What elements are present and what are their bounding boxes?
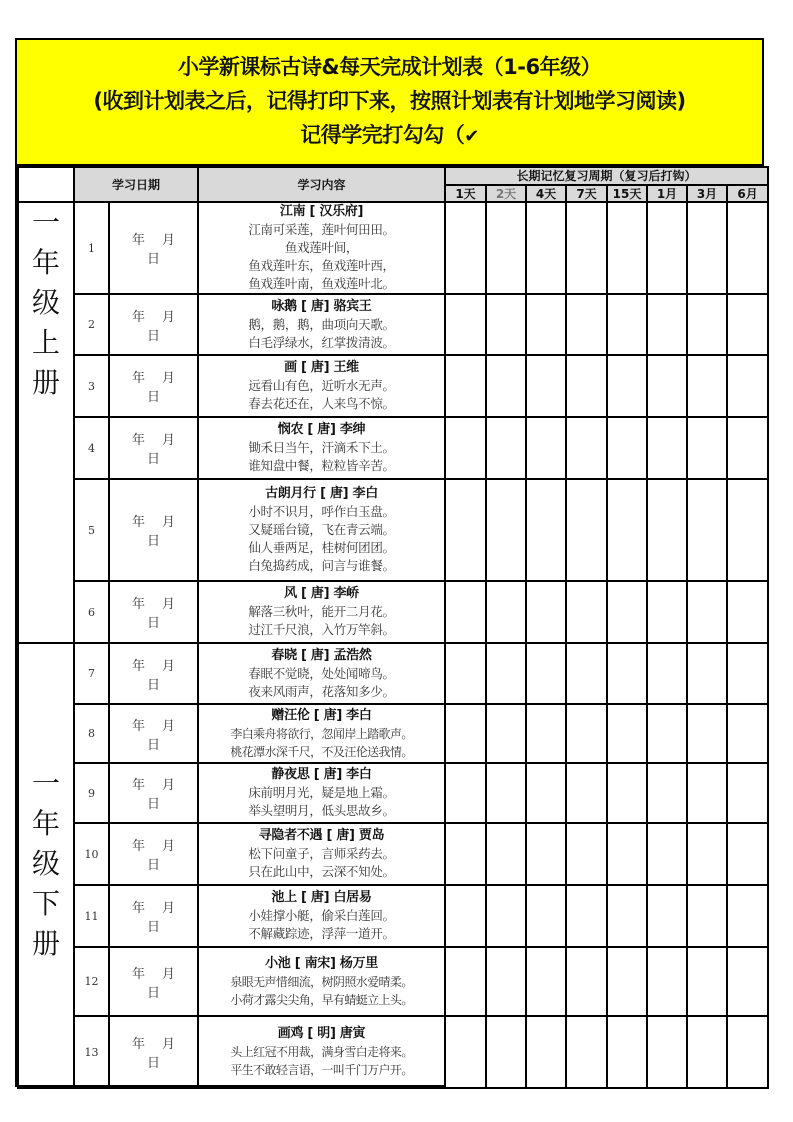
review-checkbox[interactable] [526, 294, 566, 355]
poem-line: 鱼戏莲叶间， [284, 240, 359, 255]
row-number: 9 [74, 763, 109, 823]
review-checkbox[interactable] [445, 885, 486, 947]
date-year-label: 年 [131, 597, 145, 612]
grade-label-char: 册 [31, 366, 60, 399]
date-year-label: 年 [131, 901, 145, 916]
review-checkbox[interactable] [566, 823, 607, 885]
review-checkbox[interactable] [647, 202, 687, 294]
date-day-label: 日 [146, 452, 160, 467]
date-year-label: 年 [131, 433, 145, 448]
review-checkbox[interactable] [727, 417, 768, 479]
poem-content [198, 202, 445, 294]
review-month-1: 1月 [647, 185, 687, 202]
poem-content [198, 823, 445, 885]
date-day-label: 日 [146, 252, 160, 267]
row-number: 3 [74, 355, 109, 417]
review-checkbox[interactable] [727, 823, 768, 885]
review-day-1: 1天 [445, 185, 486, 202]
grade-label-char: 下 [31, 887, 60, 920]
poem-title: 静夜思 [ 唐] 李白 [271, 767, 372, 782]
poem-line: 锄禾日当午，汗滴禾下土。 [248, 440, 395, 455]
study-date-field[interactable] [109, 294, 198, 355]
poem-content [198, 581, 445, 643]
review-checkbox[interactable] [647, 823, 687, 885]
study-date-field[interactable] [109, 581, 198, 643]
study-plan-sheet [15, 38, 764, 1087]
row-number: 2 [74, 294, 109, 355]
print-instruction: (收到计划表之后，记得打印下来，按照计划表有计划地学习阅读) [93, 89, 686, 113]
grade-label-grade1-vol1 [18, 202, 74, 643]
table-row [18, 417, 768, 479]
date-month-label: 月 [161, 718, 175, 734]
date-year-label: 年 [131, 839, 145, 854]
review-checkbox[interactable] [445, 294, 486, 355]
table-row [18, 947, 768, 1016]
study-date-field[interactable] [109, 885, 198, 947]
review-checkbox[interactable] [526, 479, 566, 581]
review-checkbox[interactable] [647, 581, 687, 643]
review-checkbox[interactable] [566, 581, 607, 643]
review-cycle-header: 长期记忆复习周期（复习后打钩） [445, 167, 768, 185]
table-row [18, 823, 768, 885]
date-year-label: 年 [131, 1037, 145, 1052]
poem-line: 鹅，鹅，鹅，曲项向天歌。 [248, 316, 395, 332]
row-number: 4 [74, 417, 109, 479]
poem-line: 江南可采莲，莲叶何田田。 [248, 222, 395, 237]
date-month-label: 月 [161, 233, 175, 248]
poem-content [198, 355, 445, 417]
poem-content [198, 704, 445, 763]
grade-label-grade1-vol2 [18, 643, 74, 1088]
poem-line: 解落三秋叶，能开二月花。 [248, 604, 395, 619]
review-day-15: 15天 [607, 185, 647, 202]
review-checkbox[interactable] [445, 1016, 486, 1088]
date-month-label: 月 [161, 309, 175, 325]
review-checkbox[interactable] [647, 294, 687, 355]
review-checkbox[interactable] [526, 763, 566, 823]
poem-content [198, 947, 445, 1016]
review-checkbox[interactable] [445, 643, 486, 704]
review-checkbox[interactable] [566, 417, 607, 479]
poem-line: 又疑瑶台镜，飞在青云端。 [248, 522, 395, 537]
page-title: 小学新课标古诗&每天完成计划表（1-6年级） [177, 55, 602, 79]
date-day-label: 日 [146, 737, 160, 753]
poem-title: 春晓 [ 唐] 孟浩然 [271, 647, 372, 663]
review-checkbox[interactable] [687, 202, 727, 294]
review-checkbox[interactable] [445, 479, 486, 581]
date-day-label: 日 [146, 1056, 160, 1071]
review-checkbox[interactable] [445, 763, 486, 823]
row-number: 10 [74, 823, 109, 885]
review-checkbox[interactable] [687, 704, 727, 763]
review-checkbox[interactable] [486, 885, 526, 947]
review-checkbox[interactable] [486, 417, 526, 479]
date-month-label: 月 [161, 1037, 175, 1052]
review-checkbox[interactable] [486, 763, 526, 823]
review-checkbox[interactable] [607, 581, 647, 643]
poem-line: 松下问童子，言师采药去。 [248, 846, 395, 861]
row-number: 1 [74, 202, 109, 294]
poem-line: 白毛浮绿水，红掌拨清波。 [248, 334, 395, 350]
review-checkbox[interactable] [607, 643, 647, 704]
review-checkbox[interactable] [727, 704, 768, 763]
review-checkbox[interactable] [727, 479, 768, 581]
review-checkbox[interactable] [486, 479, 526, 581]
review-checkbox[interactable] [687, 1016, 727, 1088]
review-checkbox[interactable] [687, 581, 727, 643]
poem-content [198, 294, 445, 355]
review-checkbox[interactable] [566, 1016, 607, 1088]
review-checkbox[interactable] [566, 947, 607, 1016]
review-checkbox[interactable] [566, 294, 607, 355]
date-day-label: 日 [146, 616, 160, 631]
review-checkbox[interactable] [566, 763, 607, 823]
poem-line: 小荷才露尖尖角，早有蜻蜓立上头。 [230, 992, 413, 1007]
poem-title: 画鸡 [ 明] 唐寅 [277, 1026, 366, 1041]
row-number: 11 [74, 885, 109, 947]
review-checkbox[interactable] [445, 947, 486, 1016]
review-checkbox[interactable] [526, 202, 566, 294]
grade-label-char: 一 [31, 206, 60, 239]
review-checkbox[interactable] [486, 704, 526, 763]
review-checkbox[interactable] [687, 823, 727, 885]
review-checkbox[interactable] [687, 294, 727, 355]
review-checkbox[interactable] [647, 643, 687, 704]
grade-label-char: 年 [31, 807, 60, 840]
poem-line: 平生不敢轻言语，一叫千门万户开。 [230, 1063, 413, 1077]
review-checkbox[interactable] [526, 1016, 566, 1088]
poem-title: 咏鹅 [ 唐] 骆宾王 [271, 298, 372, 314]
study-date-field[interactable] [109, 355, 198, 417]
poem-line: 不解藏踪迹，浮萍一道开。 [248, 926, 395, 941]
grade-label-char: 一 [31, 767, 60, 800]
poem-title: 悯农 [ 唐] 李绅 [277, 422, 366, 437]
grade-header-blank [18, 167, 74, 202]
review-checkbox[interactable] [727, 885, 768, 947]
date-day-label: 日 [146, 985, 160, 1001]
row-number: 12 [74, 947, 109, 1016]
review-checkbox[interactable] [687, 885, 727, 947]
poem-line: 只在此山中，云深不知处。 [248, 864, 395, 879]
review-checkbox[interactable] [687, 643, 727, 704]
date-month-label: 月 [161, 433, 175, 448]
review-checkbox[interactable] [647, 885, 687, 947]
check-reminder-text: 记得学完打勾勾（ [300, 123, 465, 147]
review-checkbox[interactable] [647, 1016, 687, 1088]
review-checkbox[interactable] [607, 885, 647, 947]
review-checkbox[interactable] [687, 417, 727, 479]
poem-line: 床前明月光，疑是地上霜。 [248, 785, 395, 800]
poem-line: 桃花潭水深千尺，不及汪伦送我情。 [230, 744, 413, 759]
review-checkbox[interactable] [727, 202, 768, 294]
grade-label-char: 级 [31, 286, 60, 319]
date-month-label: 月 [161, 371, 175, 386]
review-checkbox[interactable] [687, 355, 727, 417]
review-checkbox[interactable] [647, 479, 687, 581]
grade-label-char: 年 [31, 246, 60, 279]
poem-content [198, 885, 445, 947]
row-number: 13 [74, 1016, 109, 1088]
poem-title: 江南 [ 汉乐府] [279, 204, 364, 219]
poem-title: 小池 [ 南宋] 杨万里 [265, 955, 378, 971]
review-checkbox[interactable] [526, 643, 566, 704]
review-checkbox[interactable] [526, 885, 566, 947]
review-checkbox[interactable] [526, 355, 566, 417]
review-checkbox[interactable] [445, 355, 486, 417]
review-checkbox[interactable] [445, 704, 486, 763]
date-month-label: 月 [161, 966, 175, 982]
date-year-label: 年 [131, 778, 145, 793]
review-checkbox[interactable] [647, 947, 687, 1016]
table-row [18, 1016, 768, 1088]
review-checkbox[interactable] [486, 355, 526, 417]
date-year-label: 年 [131, 515, 145, 530]
poem-line: 小时不识月，呼作白玉盘。 [248, 504, 395, 519]
study-date-field[interactable] [109, 479, 198, 581]
poem-line: 仙人垂两足，桂树何团团。 [248, 540, 395, 555]
review-checkbox[interactable] [727, 581, 768, 643]
date-month-label: 月 [161, 901, 175, 916]
table-row [18, 479, 768, 581]
check-reminder [300, 120, 479, 152]
date-day-label: 日 [146, 390, 160, 405]
review-checkbox[interactable] [607, 763, 647, 823]
poem-line: 鱼戏莲叶东，鱼戏莲叶西， [248, 258, 395, 273]
table-row [18, 763, 768, 823]
grade-label-char: 册 [31, 927, 60, 960]
review-checkbox[interactable] [647, 704, 687, 763]
review-checkbox[interactable] [526, 704, 566, 763]
date-year-label: 年 [131, 966, 145, 982]
table-row [18, 355, 768, 417]
poem-line: 谁知盘中餐，粒粒皆辛苦。 [248, 458, 395, 473]
review-checkbox[interactable] [566, 885, 607, 947]
poem-title: 赠汪伦 [ 唐] 李白 [271, 707, 372, 723]
poem-title: 画 [ 唐] 王维 [284, 360, 359, 375]
review-checkbox[interactable] [486, 947, 526, 1016]
poem-title: 古朗月行 [ 唐] 李白 [265, 486, 378, 501]
content-column-header: 学习内容 [198, 167, 445, 202]
review-checkbox[interactable] [445, 581, 486, 643]
date-day-label: 日 [146, 858, 160, 873]
date-day-label: 日 [146, 920, 160, 935]
study-date-field[interactable] [109, 763, 198, 823]
date-day-label: 日 [146, 534, 160, 549]
poem-content [198, 479, 445, 581]
review-checkbox[interactable] [727, 947, 768, 1016]
review-checkbox[interactable] [727, 355, 768, 417]
review-day-4: 4天 [526, 185, 566, 202]
poem-title: 风 [ 唐] 李峤 [284, 586, 359, 601]
poem-line: 春眠不觉晓，处处闻啼鸟。 [248, 665, 395, 681]
review-checkbox[interactable] [486, 643, 526, 704]
table-row [18, 202, 768, 294]
date-year-label: 年 [131, 309, 145, 325]
checkmark-icon: ✔ [464, 126, 479, 147]
review-checkbox[interactable] [607, 704, 647, 763]
table-row [18, 643, 768, 704]
review-checkbox[interactable] [607, 294, 647, 355]
row-number: 8 [74, 704, 109, 763]
date-day-label: 日 [146, 677, 160, 693]
review-checkbox[interactable] [566, 355, 607, 417]
date-year-label: 年 [131, 658, 145, 674]
poem-content [198, 417, 445, 479]
review-checkbox[interactable] [727, 763, 768, 823]
review-checkbox[interactable] [486, 823, 526, 885]
review-checkbox[interactable] [445, 202, 486, 294]
date-column-header: 学习日期 [74, 167, 198, 202]
review-checkbox[interactable] [566, 479, 607, 581]
review-checkbox[interactable] [607, 823, 647, 885]
review-checkbox[interactable] [526, 823, 566, 885]
row-number: 5 [74, 479, 109, 581]
grade-label-char: 级 [31, 847, 60, 880]
table-row [18, 704, 768, 763]
review-checkbox[interactable] [727, 643, 768, 704]
review-checkbox[interactable] [607, 1016, 647, 1088]
poem-line: 春去花还在，人来鸟不惊。 [248, 396, 395, 411]
review-checkbox[interactable] [486, 202, 526, 294]
date-month-label: 月 [161, 597, 175, 612]
poem-line: 举头望明月，低头思故乡。 [248, 803, 395, 818]
review-checkbox[interactable] [687, 479, 727, 581]
study-date-field[interactable] [109, 704, 198, 763]
date-year-label: 年 [131, 718, 145, 734]
grade-label-char: 上 [31, 326, 60, 359]
date-month-label: 月 [161, 658, 175, 674]
date-year-label: 年 [131, 371, 145, 386]
review-checkbox[interactable] [647, 355, 687, 417]
poem-title: 池上 [ 唐] 白居易 [271, 890, 372, 905]
study-date-field[interactable] [109, 643, 198, 704]
row-number: 7 [74, 643, 109, 704]
review-checkbox[interactable] [607, 202, 647, 294]
review-checkbox[interactable] [486, 294, 526, 355]
review-checkbox[interactable] [526, 417, 566, 479]
review-day-2: 2天 [486, 185, 526, 202]
poem-line: 头上红冠不用裁，满身雪白走将来。 [230, 1045, 413, 1059]
date-day-label: 日 [146, 328, 160, 344]
review-checkbox[interactable] [607, 355, 647, 417]
date-month-label: 月 [161, 778, 175, 793]
review-checkbox[interactable] [687, 947, 727, 1016]
poem-line: 白兔捣药成，问言与谁餐。 [248, 558, 395, 573]
review-checkbox[interactable] [647, 763, 687, 823]
date-year-label: 年 [131, 233, 145, 248]
review-checkbox[interactable] [607, 479, 647, 581]
review-checkbox[interactable] [526, 947, 566, 1016]
review-checkbox[interactable] [607, 417, 647, 479]
study-date-field[interactable] [109, 823, 198, 885]
poem-line: 小娃撑小艇，偷采白莲回。 [248, 908, 395, 923]
review-checkbox[interactable] [647, 417, 687, 479]
review-checkbox[interactable] [445, 823, 486, 885]
poem-line: 过江千尺浪，入竹万竿斜。 [248, 622, 395, 637]
review-month-3: 3月 [687, 185, 727, 202]
poem-content [198, 763, 445, 823]
poem-content [198, 643, 445, 704]
study-date-field[interactable] [109, 202, 198, 294]
review-checkbox[interactable] [526, 581, 566, 643]
review-checkbox[interactable] [607, 947, 647, 1016]
review-checkbox[interactable] [687, 763, 727, 823]
review-checkbox[interactable] [486, 581, 526, 643]
poem-line: 夜来风雨声，花落知多少。 [248, 683, 395, 699]
date-day-label: 日 [146, 797, 160, 812]
table-row [18, 885, 768, 947]
date-month-label: 月 [161, 839, 175, 854]
poem-title: 寻隐者不遇 [ 唐] 贾岛 [258, 828, 385, 843]
table-row [18, 294, 768, 355]
study-date-field[interactable] [109, 1016, 198, 1088]
poem-line: 鱼戏莲叶南，鱼戏莲叶北。 [248, 276, 395, 291]
row-number: 6 [74, 581, 109, 643]
study-date-field[interactable] [109, 947, 198, 1016]
review-checkbox[interactable] [566, 202, 607, 294]
review-checkbox[interactable] [445, 417, 486, 479]
poem-line: 远看山有色，近听水无声。 [248, 378, 395, 393]
review-month-6: 6月 [727, 185, 768, 202]
review-checkbox[interactable] [727, 294, 768, 355]
review-day-7: 7天 [566, 185, 607, 202]
poem-content [198, 1016, 445, 1088]
poem-line: 李白乘舟将欲行，忽闻岸上踏歌声。 [230, 726, 413, 741]
poem-schedule-table [17, 166, 769, 1089]
poem-line: 泉眼无声惜细流，树阴照水爱晴柔。 [230, 974, 413, 989]
review-checkbox[interactable] [566, 704, 607, 763]
review-checkbox[interactable] [727, 1016, 768, 1088]
review-checkbox[interactable] [566, 643, 607, 704]
study-date-field[interactable] [109, 417, 198, 479]
title-banner [17, 40, 762, 166]
review-checkbox[interactable] [486, 1016, 526, 1088]
date-month-label: 月 [161, 515, 175, 530]
table-row [18, 581, 768, 643]
